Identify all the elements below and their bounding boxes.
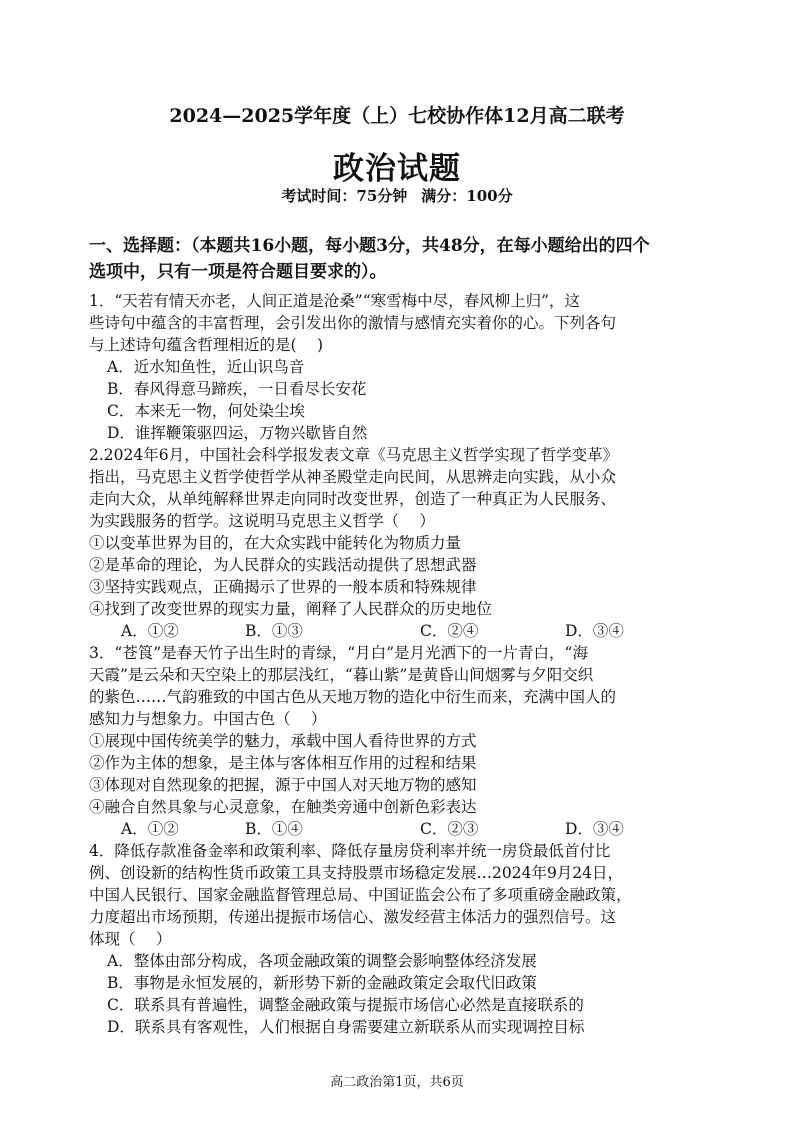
q3-stem-line: 天霞”是云朵和天空染上的那层浅红，“暮山紫”是黄昏山间烟雾与夕阳交织 <box>89 666 594 684</box>
q2-stem-line: 走向大众，从单纯解释世界走向同时改变世界，创造了一种真正为人民服务、 <box>89 490 617 508</box>
subject-title: 政治试题 <box>333 151 461 187</box>
q3-item-3: ③体现对自然现象的把握，源于中国人对天地万物的感知 <box>89 776 477 794</box>
exam-time: 考试时间：75分钟 <box>281 187 408 205</box>
q3-item-4: ④融合自然具象与心灵意象，在触类旁通中创新色彩表达 <box>89 798 477 816</box>
q2-item-4: ④找到了改变世界的现实力量，阐释了人民群众的历史地位 <box>89 600 493 618</box>
q2-option-b: B．①③ <box>245 622 303 640</box>
page-footer: 高二政治第1页，共6页 <box>330 1075 464 1090</box>
q4-option-c: C．联系具有普遍性，调整金融政策与提振市场信心必然是直接联系的 <box>107 996 584 1014</box>
q4-stem-line: 4．降低存款准备金率和政策利率、降低存量房贷利率并统一房贷最低首付比 <box>89 842 611 860</box>
q3-option-b: B．①④ <box>245 820 303 838</box>
q1-option-c: C．本来无一物，何处染尘埃 <box>107 402 305 420</box>
q3-option-c: C．②③ <box>420 820 479 838</box>
exam-info <box>0 185 794 206</box>
exam-score: 满分：100分 <box>421 187 513 205</box>
q1-stem-line: 与上述诗句蕴含哲理相近的是( ) <box>89 336 324 354</box>
q4-stem-line: 体现（ ） <box>89 930 172 948</box>
q3-item-1: ①展现中国传统美学的魅力，承载中国人看待世界的方式 <box>89 732 477 750</box>
q1-stem-line: 些诗句中蕴含的丰富哲理，会引发出你的激情与感情充实着你的心。下列各句 <box>89 314 617 332</box>
q2-stem-line: 为实践服务的哲学。这说明马克思主义哲学（ ） <box>89 512 435 530</box>
q2-item-3: ③坚持实践观点，正确揭示了世界的一般本质和特殊规律 <box>89 578 477 596</box>
q3-stem-line: 3．“苍筤”是春天竹子出生时的青绿，“月白”是月光洒下的一片青白，“海 <box>89 644 588 662</box>
q4-option-d: D．联系具有客观性，人们根据自身需要建立新联系从而实现调控目标 <box>107 1018 585 1036</box>
q2-option-d: D．③④ <box>565 622 624 640</box>
q2-option-a: A．①② <box>121 622 179 640</box>
section-heading-line-1: 一、选择题：（本题共16小题，每小题3分，共48分，在每小题给出的四个 <box>89 236 650 256</box>
q2-item-2: ②是革命的理论，为人民群众的实践活动提供了思想武器 <box>89 556 477 574</box>
q3-stem-line: 的紫色……气韵雅致的中国古色从天地万物的造化中衍生而来，充满中国人的 <box>89 688 617 706</box>
q4-stem-line: 例、创设新的结构性货币政策工具支持股票市场稳定发展…2024年9月24日， <box>89 864 624 882</box>
q2-stem-line: 2.2024年6月，中国社会科学报发表文章《马克思主义哲学实现了哲学变革》 <box>89 446 619 464</box>
q3-item-2: ②作为主体的想象，是主体与客体相互作用的过程和结果 <box>89 754 477 772</box>
q4-stem-line: 中国人民银行、国家金融监督管理总局、中国证监会公布了多项重磅金融政策， <box>89 886 632 904</box>
q1-stem-line: 1．“天若有情天亦老，人间正道是沧桑”“寒雪梅中尽，春风柳上归”，这 <box>89 292 581 310</box>
q1-option-b: B．春风得意马蹄疾，一日看尽长安花 <box>107 380 367 398</box>
q4-option-b: B．事物是永恒发展的，新形势下新的金融政策定会取代旧政策 <box>107 974 537 992</box>
q1-option-d: D．谁挥鞭策驱四运，万物兴歇皆自然 <box>107 424 368 442</box>
q2-item-1: ①以变革世界为目的，在大众实践中能转化为物质力量 <box>89 534 462 552</box>
q2-option-c: C．②④ <box>420 622 479 640</box>
exam-title: 2024—2025学年度（上）七校协作体12月高二联考 <box>169 105 625 127</box>
q3-option-d: D．③④ <box>565 820 624 838</box>
q2-stem-line: 指出，马克思主义哲学使哲学从神圣殿堂走向民间，从思辨走向实践，从小众 <box>89 468 617 486</box>
q3-stem-line: 感知力与想象力。中国古色（ ） <box>89 710 327 728</box>
section-heading-line-2: 选项中，只有一项是符合题目要求的）。 <box>89 262 387 282</box>
q4-option-a: A．整体由部分构成，各项金融政策的调整会影响整体经济发展 <box>107 952 537 970</box>
q4-stem-line: 力度超出市场预期，传递出提振市场信心、激发经营主体活力的强烈信号。这 <box>89 908 617 926</box>
q3-option-a: A．①② <box>121 820 179 838</box>
q1-option-a: A．近水知鱼性，近山识鸟音 <box>107 358 305 376</box>
